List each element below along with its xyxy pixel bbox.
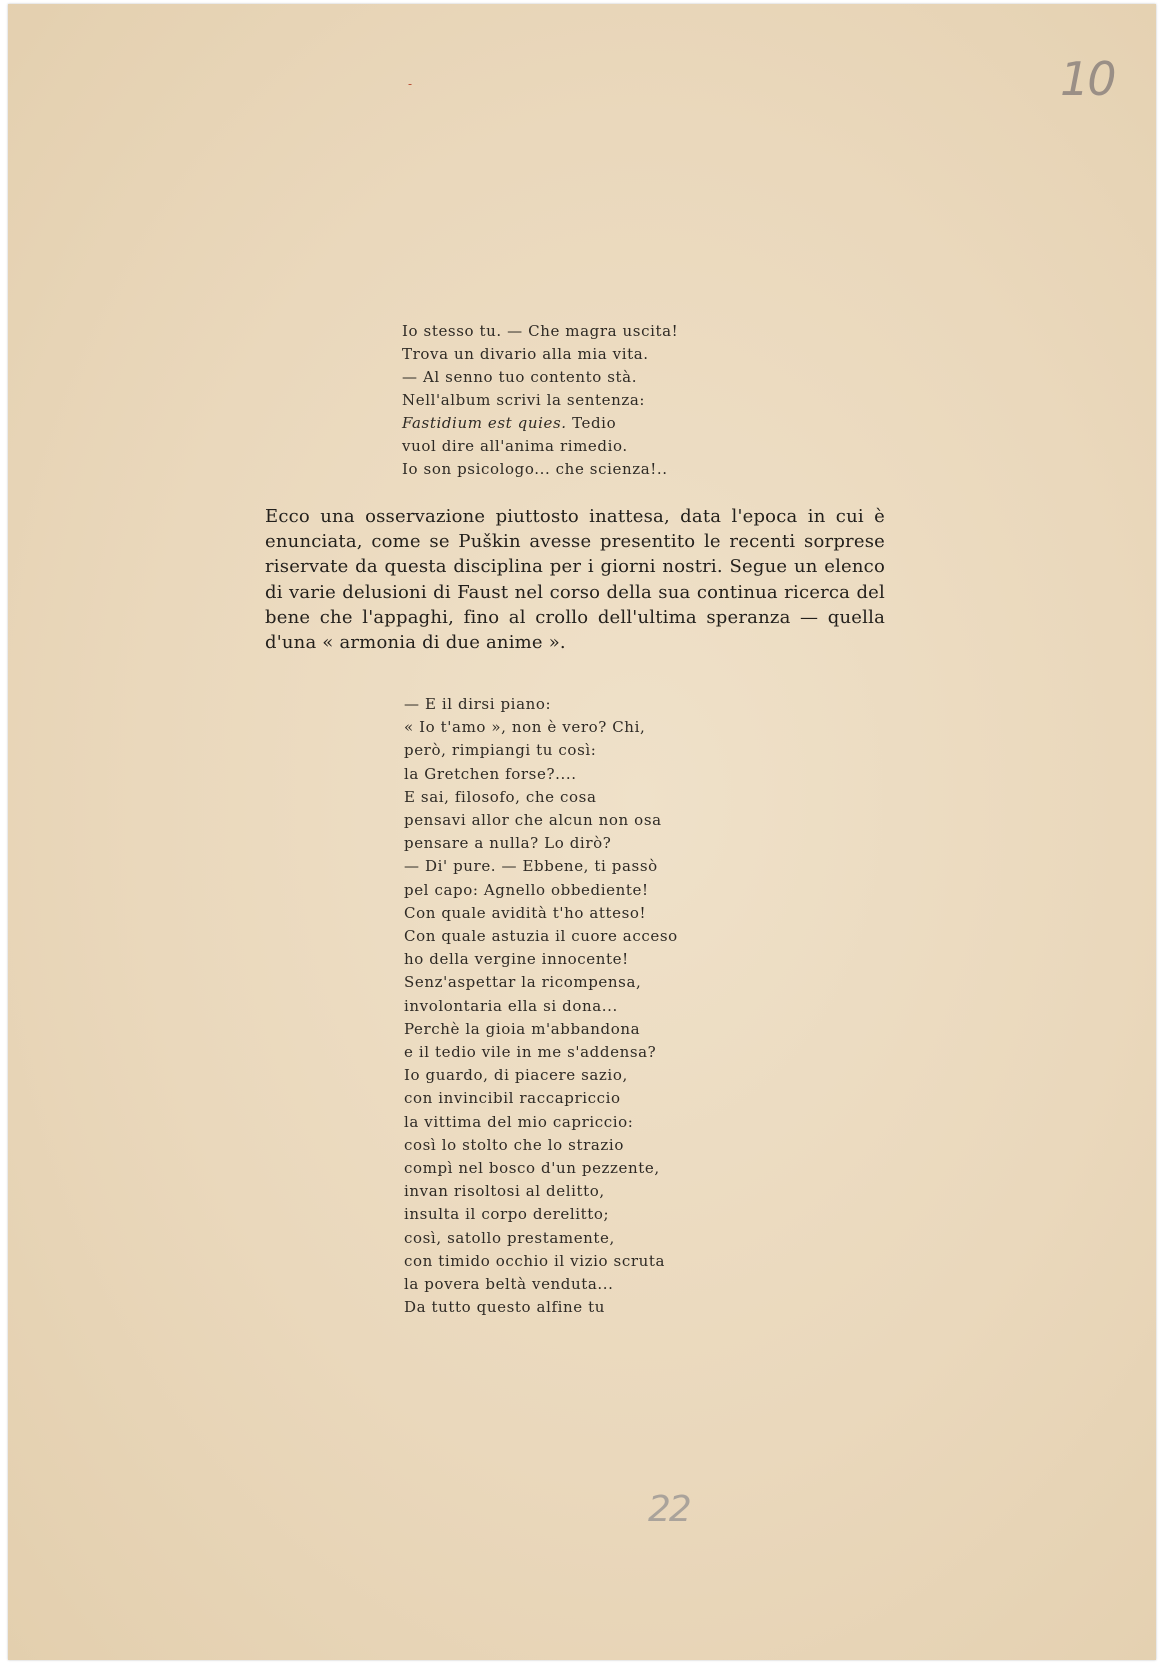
verse-line: ho della vergine innocente!: [404, 950, 629, 969]
verse-line: la Gretchen forse?....: [404, 764, 577, 783]
verse-line: pensare a nulla? Lo dirò?: [404, 834, 612, 853]
verse-line: — Di' pure. — Ebbene, ti passò: [404, 857, 658, 876]
verse-line: vuol dire all'anima rimedio.: [402, 437, 628, 455]
verse-line: involontaria ella si dona...: [404, 996, 618, 1015]
verse-line: insulta il corpo derelitto;: [404, 1205, 610, 1224]
verse-line: la povera beltà venduta...: [404, 1275, 614, 1294]
verse-line: — E il dirsi piano:: [404, 695, 552, 713]
verse-line: pensavi allor che alcun non osa: [404, 811, 662, 830]
folio-number: 10: [1060, 52, 1115, 106]
latin-phrase: Fastidium est quies.: [402, 414, 567, 432]
verse-line: Senz'aspettar la ricompensa,: [404, 973, 642, 992]
verse-line: Con quale astuzia il cuore acceso: [404, 927, 678, 946]
verse-line: Con quale avidità t'ho atteso!: [404, 903, 647, 922]
verse-line: Io stesso tu. — Che magra uscita!: [402, 322, 679, 340]
verse-line: E sai, filosofo, che cosa: [404, 787, 597, 806]
verse-line: Io guardo, di piacere sazio,: [404, 1066, 628, 1085]
prose-paragraph: Ecco una osservazione piuttosto inattesa, data l'epoca in cui è enunciata, come se Puškin avesse presentito le recenti sorprese riservate da questa disciplina per i giorni nostri. Segue un elenco di varie delusioni di Faust nel corso della sua continua ricerca del bene che l'appaghi, fino al crollo dell'ultima speranza — quella d'una « armonia di due anime ».: [265, 506, 885, 654]
verse-line: compì nel bosco d'un pezzente,: [404, 1159, 660, 1178]
verse-line: però, rimpiangi tu così:: [404, 741, 597, 760]
verse-line: « Io t'amo », non è vero? Chi,: [404, 718, 646, 737]
verse-line: con timido occhio il vizio scruta: [404, 1251, 666, 1270]
page-sheet: [8, 4, 1156, 1660]
verse-block-2: [404, 693, 678, 1319]
verse-line: Io son psicologo... che scienza!..: [402, 460, 668, 478]
verse-line: pel capo: Agnello obbediente!: [404, 880, 649, 899]
verse-line: così, satollo prestamente,: [404, 1228, 615, 1247]
verse-line: invan risoltosi al delitto,: [404, 1182, 605, 1201]
tick-mark: -: [408, 77, 413, 91]
verse-line: Trova un divario alla mia vita.: [402, 345, 649, 363]
verse-line: la vittima del mio capriccio:: [404, 1112, 634, 1131]
verse-line: [402, 412, 678, 435]
page-number: 22: [648, 1489, 690, 1530]
verse-line: Perchè la gioia m'abbandona: [404, 1019, 641, 1038]
verse-line: Da tutto questo alfine tu: [404, 1298, 606, 1317]
verse-block-1: [402, 320, 678, 481]
verse-line-tail: Tedio: [572, 414, 617, 432]
verse-line: Nell'album scrivi la sentenza:: [402, 391, 646, 409]
verse-line: e il tedio vile in me s'addensa?: [404, 1043, 657, 1062]
verse-line: — Al senno tuo contento stà.: [402, 368, 638, 386]
verse-line: con invincibil raccapriccio: [404, 1089, 621, 1108]
verse-line: così lo stolto che lo strazio: [404, 1135, 624, 1154]
